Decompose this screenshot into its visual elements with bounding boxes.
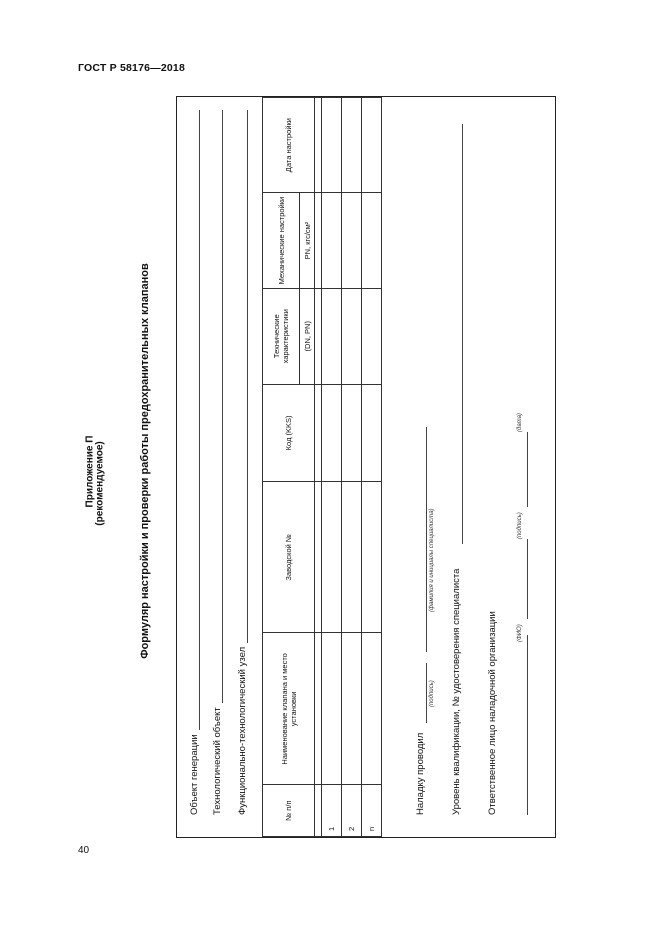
caption-signature-2: (подпись) <box>517 512 523 539</box>
adjusted-by-label: Наладку проводил <box>415 732 426 815</box>
generation-object-label: Объект генерации <box>189 734 200 815</box>
appendix-subtitle: (рекомендуемое) <box>94 441 106 526</box>
caption-fio: (ФИО) <box>517 624 523 642</box>
row-number: 2 <box>342 785 362 837</box>
row-number: 1 <box>322 785 342 837</box>
functional-unit-field[interactable] <box>237 110 248 815</box>
valve-table <box>262 97 382 837</box>
col-num-header: № п/п <box>263 785 315 837</box>
table-index-row <box>315 98 322 837</box>
responsible-label: Ответственное лицо наладочной организации <box>487 611 498 815</box>
col-name-header: Наименование клапана и место установки <box>263 633 315 785</box>
row-number: n <box>362 785 382 837</box>
caption-date: (дата) <box>517 413 523 432</box>
col-tech-header: Технические характеристики <box>263 288 300 384</box>
responsible-signature-line[interactable] <box>527 539 528 619</box>
page-number: 40 <box>78 845 90 856</box>
col-date-header: Дата настройки <box>263 98 315 193</box>
col-tech-subheader: (DN, PN) <box>300 288 315 384</box>
functional-unit-line[interactable] <box>237 110 248 643</box>
technological-object-field[interactable] <box>212 110 223 815</box>
responsible-fio-line[interactable] <box>527 635 528 815</box>
form-frame-wrapper <box>176 96 556 838</box>
form-title: Формуляр настройки и проверки работы предохранительных клапанов <box>139 263 151 659</box>
col-code-header: Код (KKS) <box>263 384 315 482</box>
table-row <box>342 98 362 837</box>
table-row <box>362 98 382 837</box>
qualification-label: Уровень квалификации, № удостоверения специалиста <box>451 568 462 815</box>
functional-unit-label: Функционально-технологический узел <box>237 646 248 815</box>
technological-object-label: Технологический объект <box>212 707 223 815</box>
responsible-date-line[interactable] <box>527 432 528 507</box>
adjusted-by-signature-line[interactable] <box>426 663 427 723</box>
caption-name: (фамилия и инициалы специалиста) <box>429 508 435 612</box>
appendix-title: Приложение П <box>84 435 96 508</box>
table-row <box>322 98 342 837</box>
col-serial-header: Заводской № <box>263 482 315 633</box>
qualification-line[interactable] <box>462 124 463 544</box>
col-mech-subheader: PN, кгс/см² <box>300 193 315 289</box>
generation-object-field[interactable] <box>189 110 200 815</box>
caption-signature: (подпись) <box>429 680 435 707</box>
adjusted-by-name-line[interactable] <box>426 427 427 652</box>
col-mech-header: Механические настройки <box>263 193 300 289</box>
generation-object-line[interactable] <box>189 110 200 730</box>
form-frame <box>176 96 556 838</box>
standard-number: ГОСТ Р 58176—2018 <box>78 62 186 74</box>
technological-object-line[interactable] <box>212 110 223 703</box>
